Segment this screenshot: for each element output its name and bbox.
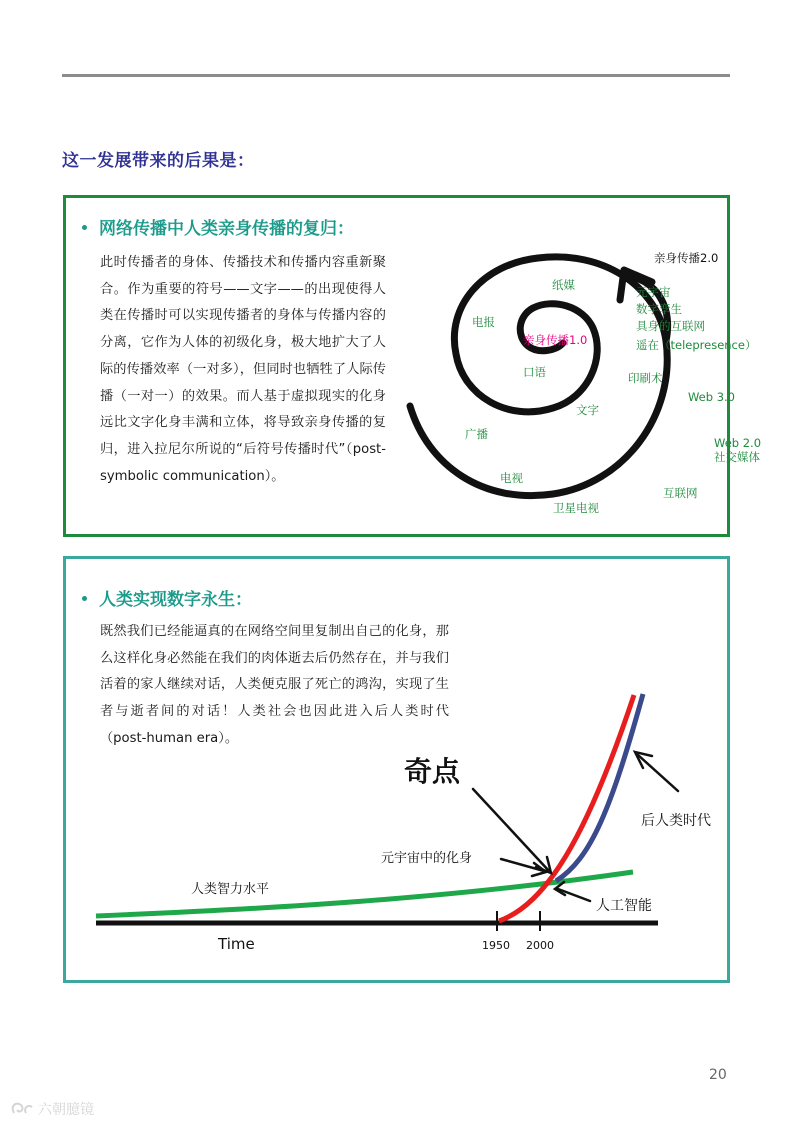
card-digital-immortality — [63, 556, 730, 983]
spiral-label: Web 2.0 — [714, 436, 762, 450]
card-2-title: 人类实现数字永生： — [99, 590, 252, 610]
spiral-label-center: 亲身传播1.0 — [523, 333, 588, 347]
top-divider — [62, 74, 730, 77]
spiral-label: Web 3.0 — [687, 390, 735, 404]
spiral-label: 印刷术 — [628, 371, 663, 385]
spiral-label: 广播 — [465, 427, 488, 441]
page-number: 20 — [709, 1067, 727, 1083]
watermark-text: 六朝臆镜 — [38, 1102, 94, 1118]
pointer-arrow-icon — [635, 752, 678, 791]
card-1-title: 网络传播中人类亲身传播的复归： — [99, 219, 354, 239]
axis-tick-label: 2000 — [526, 939, 554, 952]
card-1-title-row — [82, 214, 354, 239]
singularity-label: 奇点 — [404, 755, 461, 788]
spiral-label: 社交媒体 — [714, 450, 760, 464]
spiral-label: 元宇宙 — [636, 285, 671, 299]
section-heading: 这一发展带来的后果是： — [62, 151, 255, 171]
spiral-label: 文字 — [576, 403, 599, 417]
spiral-label: 遥在（telepresence） — [636, 338, 757, 352]
axis-tick-label: 1950 — [482, 939, 510, 952]
card-1-body: 此时传播者的身体、传播技术和传播内容重新聚合。作为重要的符号——文字——的出现使得人类在传播时可以实现传播者的身体与传播内容的分离，它作为人体的初级化身，极大地扩大了人际的传播效率（一对多），但同时也牺牲了人际传播（一对一）的效果。而人基于虚拟现实的化身远比文字化身丰满和立体，将导致亲身传播的复归，进入拉尼尔所说的“后符号传播时代”（post-symbolic communication）。 — [100, 255, 386, 484]
spiral-label: 电视 — [500, 471, 523, 485]
card-return-of-embodied-communication — [63, 195, 762, 537]
card-2-body: 既然我们已经能逼真的在网络空间里复制出自己的化身，那么这样化身必然能在我们的肉体逝去后仍然存在，并与我们活着的家人继续对话，人类便克服了死亡的鸿沟，实现了生者与逝者间的对话！人类社会也因此进入后人类时代（post-human era）。 — [100, 624, 449, 746]
watermark-swirl-icon — [13, 1104, 23, 1113]
pointer-arrow-icon — [473, 789, 551, 873]
human-intelligence-label: 人类智力水平 — [191, 882, 270, 897]
watermark-logo — [8, 1096, 108, 1120]
communication-spiral-diagram — [388, 236, 762, 536]
posthuman-label: 后人类时代 — [641, 813, 711, 829]
ai-label: 人工智能 — [596, 898, 652, 914]
bullet-icon — [82, 225, 87, 230]
posthuman-timeline-diagram — [66, 559, 727, 980]
avatar-label: 元宇宙中的化身 — [381, 851, 473, 866]
spiral-label: 口语 — [523, 365, 546, 379]
pointer-arrow-icon — [555, 882, 590, 901]
spiral-label: 卫星电视 — [553, 501, 599, 515]
spiral-label: 数字孪生 — [636, 302, 682, 316]
spiral-label: 纸媒 — [552, 278, 575, 292]
spiral-label: 电报 — [472, 315, 495, 329]
spiral-label: 具身的互联网 — [636, 319, 705, 333]
spiral-label: 互联网 — [663, 486, 698, 500]
spiral-label-top: 亲身传播2.0 — [654, 251, 719, 265]
axis-label-time: Time — [218, 935, 255, 953]
